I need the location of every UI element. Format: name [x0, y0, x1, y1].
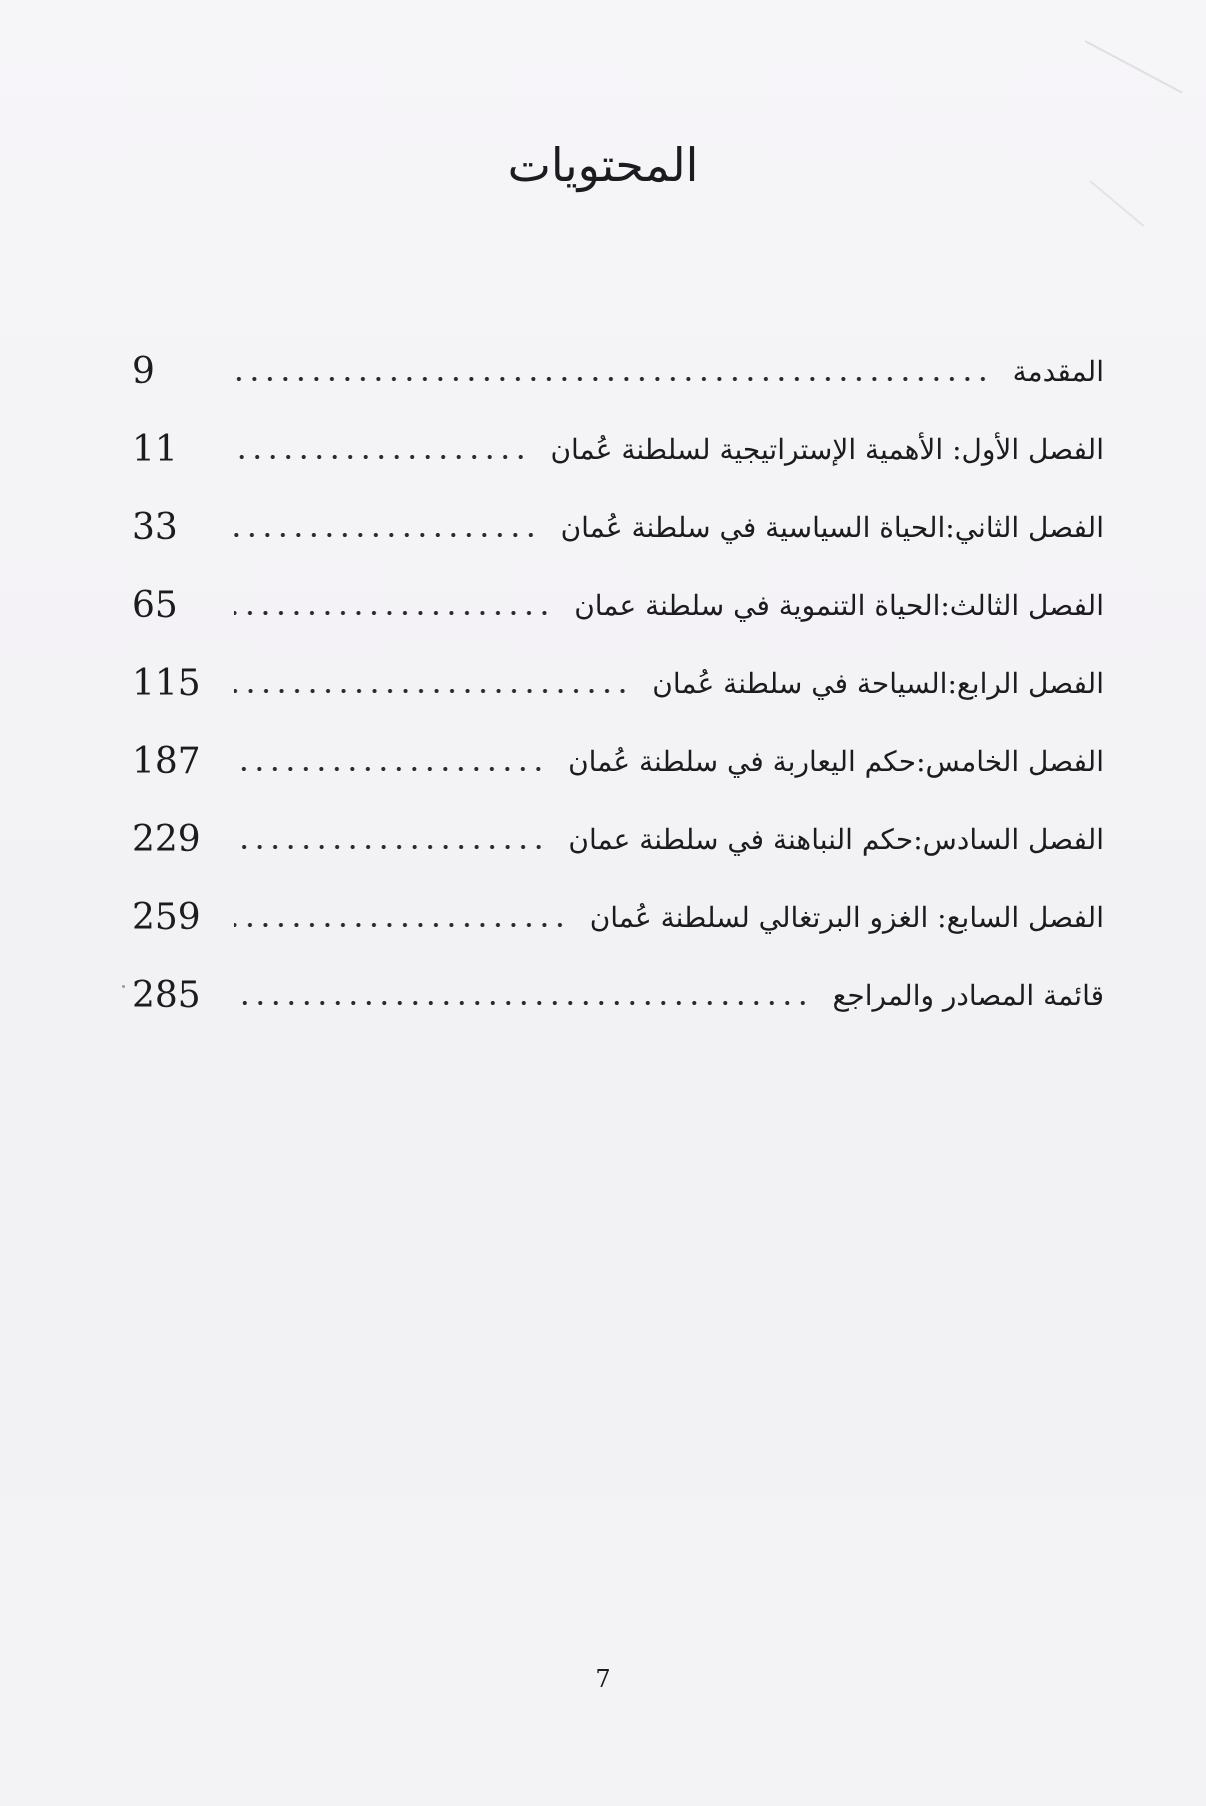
dot-leader: [234, 1001, 811, 1005]
toc-entry[interactable]: [132, 956, 1104, 1034]
toc-entry-page: 11: [132, 428, 178, 470]
toc-entry-title: المقدمة: [1012, 354, 1104, 388]
paper-crease: [1085, 40, 1183, 93]
toc-entry-page: 285: [132, 974, 201, 1016]
toc-entry[interactable]: [132, 800, 1104, 878]
toc-entry[interactable]: [132, 878, 1104, 956]
toc-entry-page: 9: [132, 350, 155, 392]
table-of-contents: [132, 332, 1104, 1034]
dot-leader: [234, 455, 528, 459]
toc-entry-page: 65: [132, 584, 178, 626]
toc-entry-title: الفصل الأول: الأهمية الإستراتيجية لسلطنة عُمان: [550, 432, 1104, 466]
dot-leader: [234, 689, 630, 693]
toc-entry-title: الفصل الثالث:الحياة التنموية في سلطنة عمان: [574, 588, 1104, 622]
dot-leader: [234, 923, 568, 927]
toc-entry[interactable]: [132, 566, 1104, 644]
toc-entry[interactable]: [132, 644, 1104, 722]
toc-entry-page: 229: [132, 818, 201, 860]
toc-entry-page: 115: [132, 662, 201, 704]
toc-entry-title: الفصل الخامس:حكم اليعاربة في سلطنة عُمان: [568, 744, 1104, 778]
page-number: 7: [595, 1665, 611, 1693]
dot-leader: [234, 533, 539, 537]
dot-leader: [234, 611, 552, 615]
dot-leader: [234, 845, 546, 849]
toc-entry-title: الفصل السادس:حكم النباهنة في سلطنة عمان: [568, 822, 1104, 856]
toc-entry-title: قائمة المصادر والمراجع: [832, 978, 1104, 1012]
toc-entry-title: الفصل الثاني:الحياة السياسية في سلطنة عُمان: [560, 510, 1104, 544]
toc-entry-page: 187: [132, 740, 201, 782]
toc-entry[interactable]: [132, 410, 1104, 488]
toc-entry-page: 259: [132, 896, 201, 938]
toc-entry[interactable]: [132, 332, 1104, 410]
paper-speck: [122, 985, 125, 988]
page-title: المحتويات: [507, 138, 699, 192]
toc-entry-page: 33: [132, 506, 178, 548]
toc-entry-title: الفصل الرابع:السياحة في سلطنة عُمان: [652, 666, 1104, 700]
toc-entry-title: الفصل السابع: الغزو البرتغالي لسلطنة عُمان: [589, 900, 1104, 934]
dot-leader: [234, 767, 546, 771]
dot-leader: [234, 377, 991, 381]
toc-entry[interactable]: [132, 488, 1104, 566]
toc-entry[interactable]: [132, 722, 1104, 800]
